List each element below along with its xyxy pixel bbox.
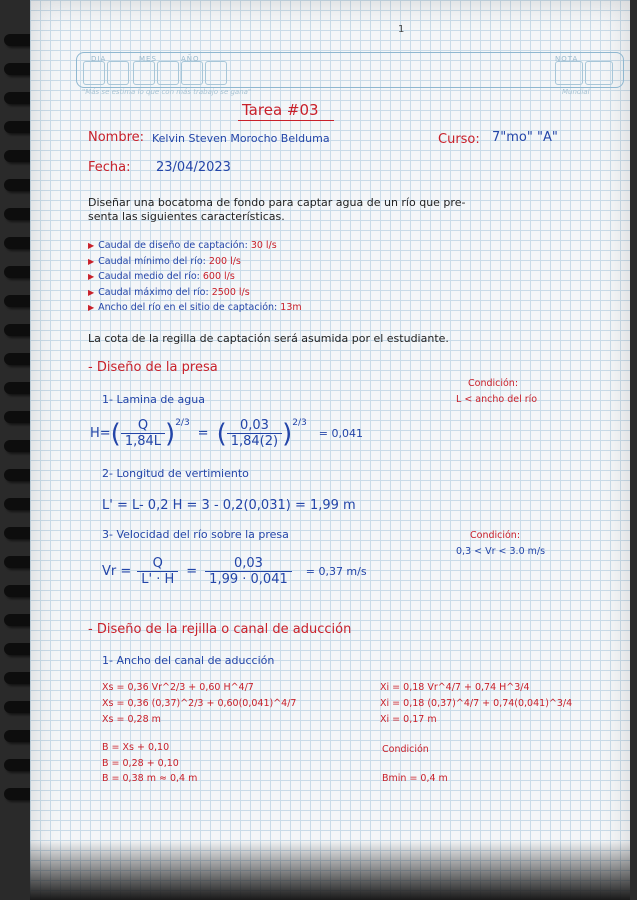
h-formula: H= ( $\frac{Q}{1,84L}$ ) $^{2/3}$ = ( $\frac{0,03}{1,84(2)}$ ) $^{2/3}$ = 0,041	[90, 418, 363, 449]
b-eq-2: B = 0,28 + 0,10	[102, 758, 179, 769]
vr-formula	[102, 556, 367, 587]
bullet-marker: ▶	[88, 256, 95, 266]
curso-label: Curso:	[438, 132, 480, 147]
bullet-value: 200 l/s	[208, 255, 241, 267]
vr-frac-2: $\frac{0,03}{1,99 \cdot 0,041}$	[205, 556, 292, 587]
brand-text: Mundial	[562, 88, 590, 96]
xs-eq-3: Xs = 0,28 m	[102, 714, 161, 725]
bullet-label: Caudal mínimo del río:	[98, 255, 206, 267]
intro-line-2: senta las siguientes características.	[88, 210, 285, 223]
fecha-label: Fecha:	[88, 160, 131, 175]
bullet-label: Caudal de diseño de captación:	[98, 240, 248, 251]
page-title: Tarea #03	[242, 101, 319, 119]
xi-eq-2: Xi = 0,18 (0,37)^4/7 + 0,74(0,041)^3/4	[380, 698, 573, 709]
page-number: 1	[398, 24, 405, 35]
nombre-label: Nombre:	[88, 130, 145, 145]
intro-line-1: Diseñar una bocatoma de fondo para captar agua de un río que pre-	[88, 196, 466, 209]
bullet-item	[88, 271, 235, 282]
motto-text: "Más se estima lo que con más trabajo se gana"	[82, 88, 252, 96]
lamina-title: 1- Lamina de agua	[102, 393, 205, 406]
notebook-page	[30, 0, 630, 900]
vr-frac-1: $\frac{Q}{L' \cdot H}$	[137, 556, 178, 587]
section-presa-title: - Diseño de la presa	[88, 360, 218, 375]
date-header-box	[76, 52, 624, 88]
b-eq-1: B = Xs + 0,10	[102, 742, 170, 753]
xi-eq-1: Xi = 0,18 Vr^4/7 + 0,74 H^3/4	[380, 682, 530, 693]
velocidad-title: 3- Velocidad del río sobre la presa	[102, 528, 289, 541]
h-lhs: H=	[90, 426, 111, 441]
xs-eq-2: Xs = 0,36 (0,37)^2/3 + 0,60(0,041)^4/7	[102, 698, 297, 709]
h-exp-2: 2/3	[292, 418, 307, 428]
cond3-label: Condición:	[470, 530, 521, 541]
bullet-item	[88, 240, 277, 251]
h-frac-1: $\frac{Q}{1,84L}$	[121, 418, 165, 449]
fecha-value: 23/04/2023	[156, 160, 231, 175]
section-rejilla-title: - Diseño de la rejilla o canal de aducción	[88, 622, 352, 637]
cond3-text: 0,3 < Vr < 3.0 m/s	[456, 546, 546, 557]
bullet-value: 30 l/s	[250, 240, 277, 251]
vr-result: = 0,37 m/s	[305, 565, 367, 578]
cond1-text: L < ancho del río	[456, 394, 538, 405]
bullet-item	[88, 256, 241, 267]
bullet-label: Caudal medio del río:	[98, 271, 200, 282]
bullet-item	[88, 287, 250, 298]
nota-label: NOTA	[555, 55, 579, 63]
bullet-value: 2500 l/s	[211, 286, 250, 298]
longitud-eq: L' = L- 0,2 H = 3 - 0,2(0,031) = 1,99 m	[102, 498, 356, 513]
xs-eq-1: Xs = 0,36 Vr^2/3 + 0,60 H^4/7	[102, 682, 254, 693]
ano-label: AÑO	[181, 55, 200, 63]
h-frac-2: $\frac{0,03}{1,84(2)}$	[227, 418, 282, 449]
bullet-marker: ▶	[88, 303, 95, 312]
h-exp-1: 2/3	[175, 418, 190, 428]
cond4-text: Bmin = 0,4 m	[382, 773, 448, 784]
note-text: La cota de la regilla de captación será asumida por el estudiante.	[88, 332, 449, 345]
h-result: = 0,041	[318, 427, 363, 440]
bullet-marker: ▶	[88, 241, 95, 250]
b-eq-3: B = 0,38 m ≈ 0,4 m	[102, 773, 198, 784]
bullet-value: 13m	[280, 302, 302, 313]
bullet-label: Ancho del río en el sitio de captación:	[98, 302, 278, 313]
cond4-label: Condición	[382, 744, 429, 755]
bullet-marker: ▶	[88, 287, 95, 297]
bullet-value: 600 l/s	[202, 271, 235, 282]
cond1-label: Condición:	[468, 378, 519, 389]
dia-label: DIA	[91, 55, 107, 63]
longitud-title: 2- Longitud de vertimiento	[102, 467, 249, 480]
xi-eq-3: Xi = 0,17 m	[380, 714, 437, 725]
h-eq: =	[197, 426, 209, 441]
nombre-value: Kelvin Steven Morocho Belduma	[152, 132, 330, 145]
vr-lhs: Vr =	[102, 564, 132, 579]
bullet-item	[88, 302, 302, 313]
ancho-title: 1- Ancho del canal de aducción	[102, 654, 275, 667]
vr-eq: =	[186, 564, 198, 579]
curso-value: 7"mo" "A"	[492, 130, 558, 145]
bullet-marker: ▶	[88, 272, 95, 281]
mes-label: MES	[139, 55, 157, 63]
bullet-label: Caudal máximo del río:	[98, 286, 209, 298]
